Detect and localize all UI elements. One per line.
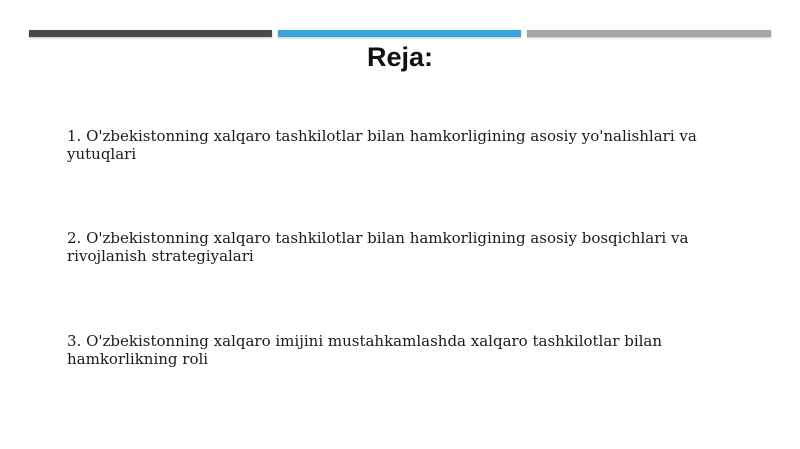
plan-item-3: 3. O'zbekistonning xalqaro imijini mustahkamlashda xalqaro tashkilotlar bilan hamkorlikning roli	[67, 332, 663, 368]
decorative-bar-middle	[278, 30, 521, 37]
slide-title: Reja:	[366, 42, 434, 72]
plan-item-2: 2. O'zbekistonning xalqaro tashkilotlar bilan hamkorligining asosiy bosqichlari va rivojlanish strategiyalari	[67, 229, 689, 265]
decorative-bar-left	[29, 30, 272, 37]
plan-item-1: 1. O'zbekistonning xalqaro tashkilotlar bilan hamkorligining asosiy yo'nalishlari va yutuqlari	[67, 127, 697, 163]
decorative-bar-right	[527, 30, 771, 37]
